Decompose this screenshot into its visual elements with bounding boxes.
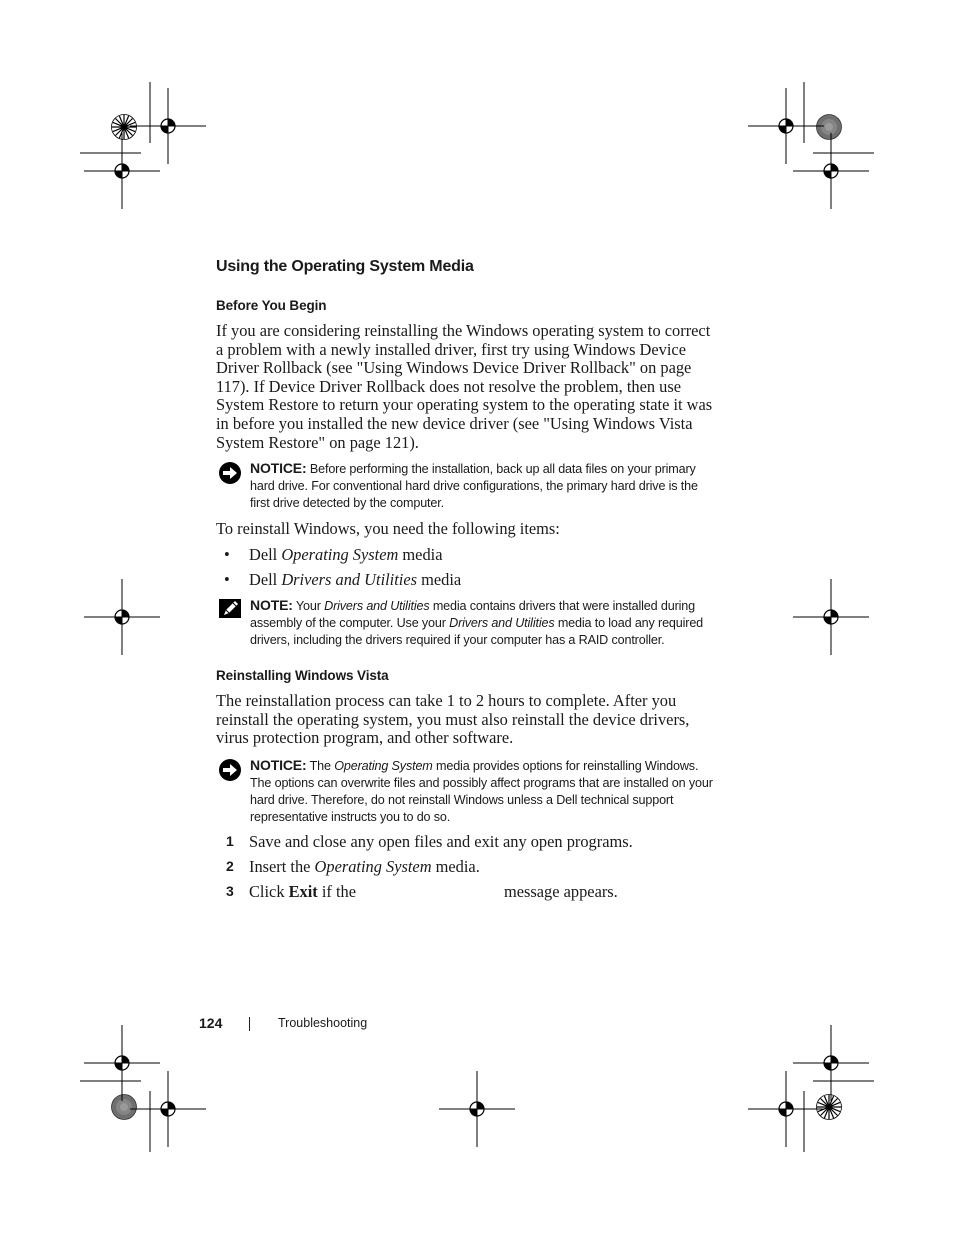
page-heading: Using the Operating System Media <box>216 258 474 275</box>
intro-paragraph: If you are considering reinstalling the Windows operating system to correct a problem with a newly installed driver, first try using Windows Device Driver Rollback (see "Using Windows Device Driver Rollback" on page 117). If Device Driver Rollback does not resolve the problem, then use System Restore to return your operating system to the operating state it was in before you installed the new device driver (see "Using Windows Vista System Restore" on page 121). <box>216 321 713 452</box>
notice-arrow-icon <box>218 461 242 485</box>
list-item: • Dell Operating System media <box>224 545 443 564</box>
note-label: NOTE: <box>250 597 293 613</box>
footer-divider <box>249 1017 250 1031</box>
section-title-reinstalling: Reinstalling Windows Vista <box>216 668 389 683</box>
notice-text: Before performing the installation, back up all data files on your primary hard drive. For conventional hard drive configurations, the primary hard drive is the first drive detected by the computer. <box>250 462 698 510</box>
notice-arrow-icon <box>218 758 242 782</box>
notice-label: NOTICE: <box>250 460 307 476</box>
footer-section-title: Troubleshooting <box>278 1016 368 1030</box>
section-title-before-you-begin: Before You Begin <box>216 298 327 313</box>
list-item: • Dell Drivers and Utilities media <box>224 570 462 589</box>
note-pencil-icon <box>218 598 242 622</box>
reinstall-paragraph: The reinstallation process can take 1 to 2 hours to complete. After you reinstall the operating system, you must also reinstall the device drivers, virus protection program, and other software. <box>216 691 690 748</box>
notice-label: NOTICE: <box>250 757 307 773</box>
items-intro: To reinstall Windows, you need the following items: <box>216 519 560 538</box>
page-number: 124 <box>199 1015 223 1031</box>
